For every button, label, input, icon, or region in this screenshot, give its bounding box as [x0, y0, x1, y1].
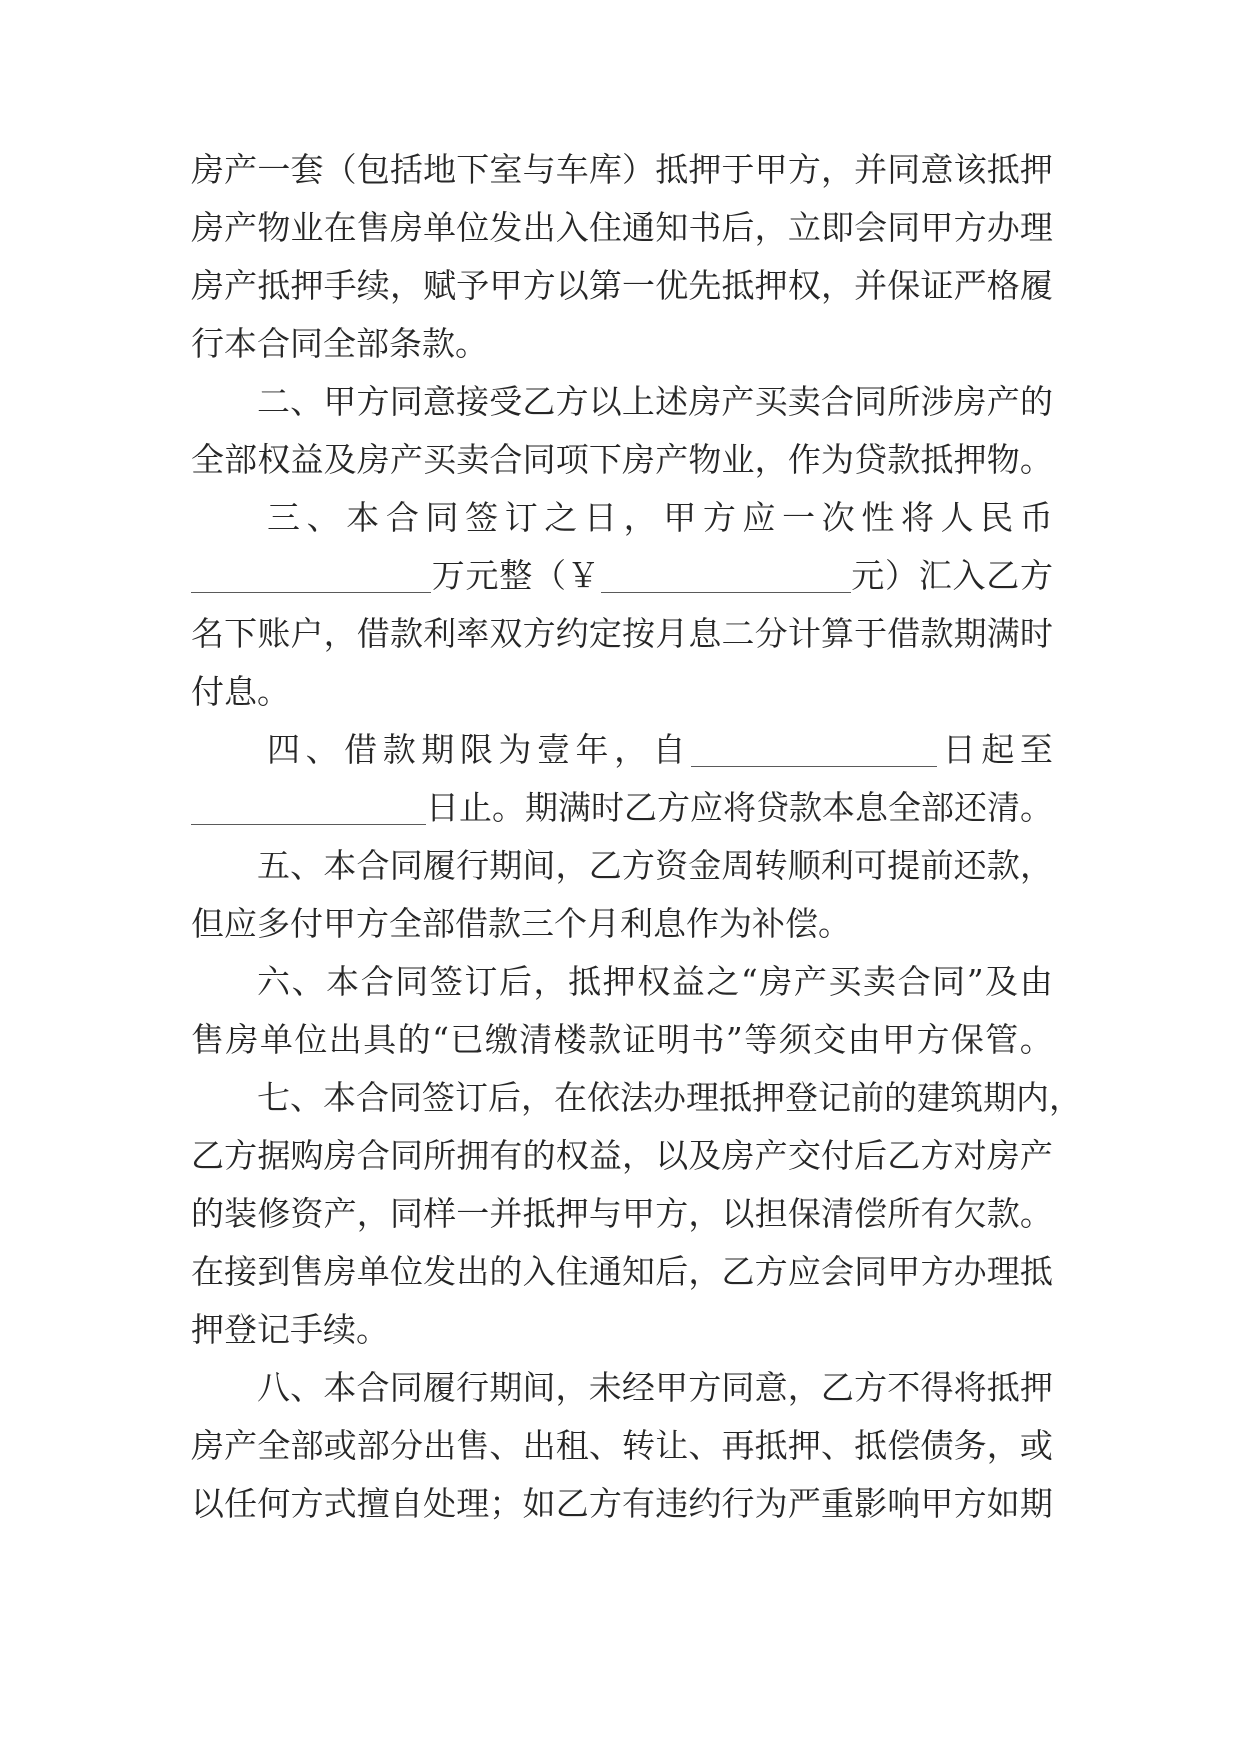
text-line: 日 止 。 期 满 时 乙 方 应 将 贷 款 本 息 全 部 还 清 。 — [191, 776, 1053, 840]
text-line: 八 、 本 合 同 履 行 期 间 ， 未 经 甲 方 同 意 ， 乙 方 不 得 将 抵 押 — [257, 1368, 1053, 1407]
text-line: 房 产 物 业 在 售 房 单 位 发 出 入 住 通 知 书 后 ， 立 即 会 同 甲 方 办 理 — [191, 208, 1053, 247]
text-line: 以 任 何 方 式 擅 自 处 理 ； 如 乙 方 有 违 约 行 为 严 重 影 响 甲 方 如 期 — [191, 1484, 1053, 1523]
text-line: 在 接 到 售 房 单 位 发 出 的 入 住 通 知 后 ， 乙 方 应 会 同 甲 方 办 理 抵 — [191, 1252, 1053, 1291]
text-line: 六 、 本 合 同 签 订 后 ， 抵 押 权 益 之 “ 房 产 买 卖 合 同 ” 及 由 — [257, 962, 1053, 1001]
text-line: 的 装 修 资 产 ， 同 样 一 并 抵 押 与 甲 方 ， 以 担 保 清 偿 所 有 欠 款 。 — [191, 1194, 1053, 1233]
text-line: 付 息 。 — [191, 672, 290, 711]
fill-in-blank — [191, 823, 426, 825]
text-line: 房 产 全 部 或 部 分 出 售 、 出 租 、 转 让 、 再 抵 押 、 抵 偿 债 务 ， 或 — [191, 1426, 1053, 1465]
text-line: 二 、 甲 方 同 意 接 受 乙 方 以 上 述 房 产 买 卖 合 同 所 涉 房 产 的 — [257, 382, 1053, 421]
text-line: 五 、 本 合 同 履 行 期 间 ， 乙 方 资 金 周 转 顺 利 可 提 前 还 款 ， — [257, 846, 1053, 885]
text-line: 乙 方 据 购 房 合 同 所 拥 有 的 权 益 ， 以 及 房 产 交 付 后 乙 方 对 房 产 — [191, 1136, 1053, 1175]
text-line: 三 、 本 合 同 签 订 之 日 ， 甲 方 应 一 次 性 将 人 民 币 — [267, 498, 1053, 537]
fill-in-blank — [191, 591, 431, 593]
text-line: 售 房 单 位 出 具 的 “ 已 缴 清 楼 款 证 明 书 ” 等 须 交 由 甲 方 保 管 。 — [191, 1020, 1053, 1059]
text-line: 押 登 记 手 续 。 — [191, 1310, 389, 1349]
text-line: 行 本 合 同 全 部 条 款 。 — [191, 324, 488, 363]
text-line: 房 产 一 套 （ 包 括 地 下 室 与 车 库 ） 抵 押 于 甲 方 ， 并 同 意 该 抵 押 — [191, 150, 1053, 189]
text-line: 但 应 多 付 甲 方 全 部 借 款 三 个 月 利 息 作 为 补 偿 。 — [191, 904, 851, 943]
text-line: 四 、 借 款 期 限 为 壹 年 ， 自 日 起 至 — [267, 730, 1053, 769]
text-line: 全 部 权 益 及 房 产 买 卖 合 同 项 下 房 产 物 业 ， 作 为 贷 款 抵 押 物 。 — [191, 440, 1053, 479]
text-line: 房 产 抵 押 手 续 ， 赋 予 甲 方 以 第 一 优 先 抵 押 权 ， 并 保 证 严 格 履 — [191, 266, 1053, 305]
text-line: 名 下 账 户 ， 借 款 利 率 双 方 约 定 按 月 息 二 分 计 算 于 借 款 期 满 时 — [191, 614, 1053, 653]
text-line: 七 、 本 合 同 签 订 后 ， 在 依 法 办 理 抵 押 登 记 前 的 建 筑 期 内 ， — [257, 1078, 1082, 1117]
text-line: 万 元 整 （ ￥ 元 ） 汇 入 乙 方 — [191, 544, 1053, 608]
fill-in-blank — [691, 765, 937, 767]
fill-in-blank — [601, 591, 851, 593]
